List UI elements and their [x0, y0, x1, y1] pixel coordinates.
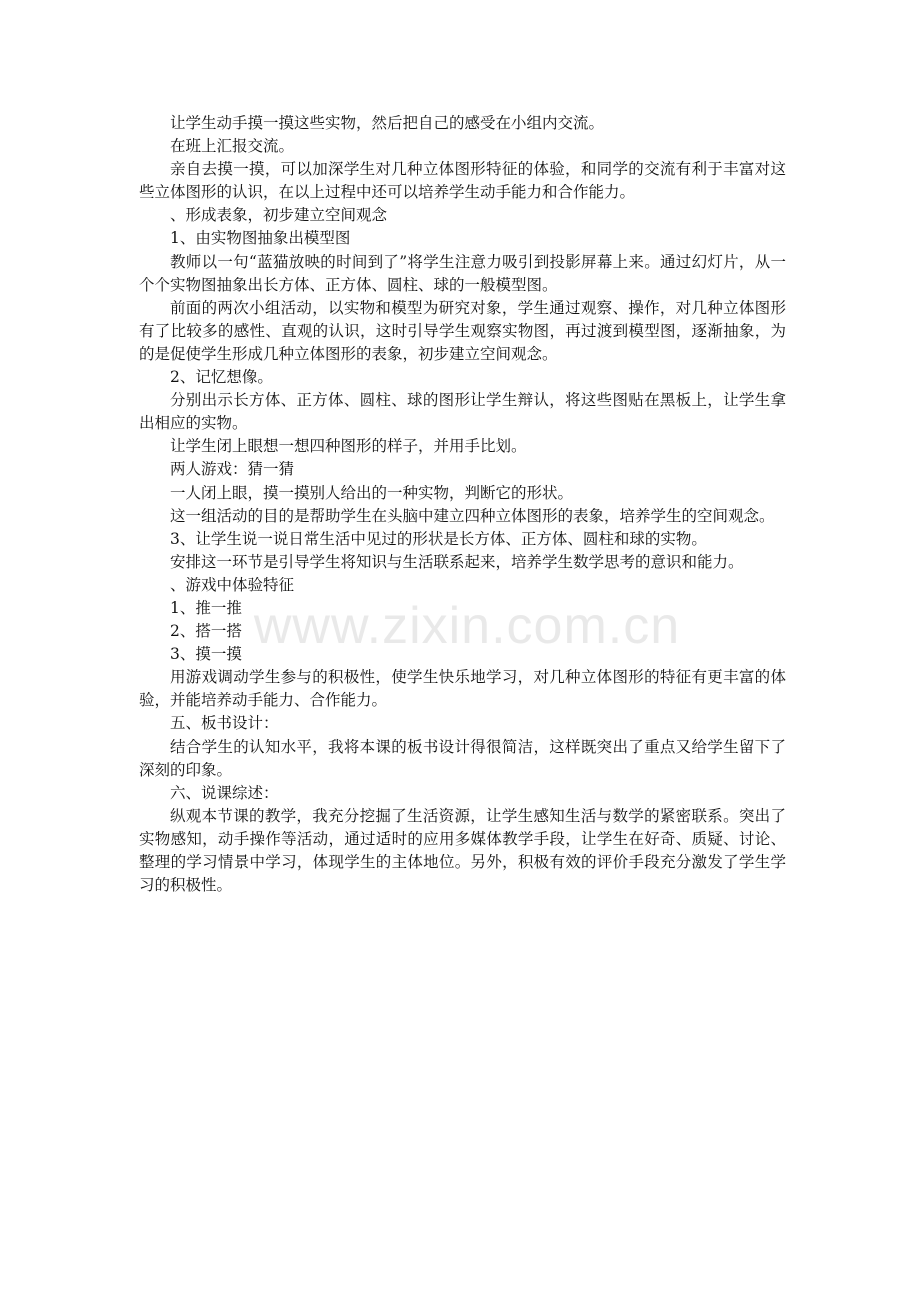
paragraph: 让学生动手摸一摸这些实物，然后把自己的感受在小组内交流。: [170, 114, 605, 132]
section-heading: 六、说课综述：: [170, 783, 279, 802]
section-heading: 五、板书设计：: [170, 714, 279, 733]
paragraph: 一人闭上眼，摸一摸别人给出的一种实物，判断它的形状。: [170, 483, 574, 502]
paragraph: 纵观本节课的教学，我充分挖掘了生活资源，让学生感知生活与数学的紧密联系。突出了实物感知，动手操作等活动，通过适时的应用多媒体教学手段，让学生在好奇、质疑、讨论、整理的学习情景中学习，体现学生的主体地位。另外，积极有效的评价手段充分激发了学生学习的积极性。: [139, 806, 786, 895]
subsection-heading: 1、由实物图抽象出模型图: [170, 229, 351, 248]
list-item: 2、搭一搭: [170, 622, 242, 641]
list-item: 1、推一推: [170, 598, 242, 617]
subsection-heading: 2、记忆想像。: [170, 368, 273, 387]
section-heading: 、形成表象，初步建立空间观念: [170, 206, 388, 225]
paragraph: 在班上汇报交流。: [170, 137, 295, 156]
paragraph: 教师以一句“蓝猫放映的时间到了”将学生注意力吸引到投影屏幕上来。通过幻灯片，从一个个实物图抽象出长方体、正方体、圆柱、球的一般模型图。: [139, 252, 786, 294]
paragraph: 两人游戏：猜一猜: [170, 460, 295, 479]
section-heading: 、游戏中体验特征: [170, 575, 295, 594]
subsection-heading: 3、让学生说一说日常生活中见过的形状是长方体、正方体、圆柱和球的实物。: [170, 529, 707, 548]
paragraph: 结合学生的认知水平，我将本课的板书设计得很简洁，这样既突出了重点又给学生留下了深刻的印象。: [139, 737, 786, 779]
paragraph: 用游戏调动学生参与的积极性，使学生快乐地学习，对几种立体图形的特征有更丰富的体验，并能培养动手能力、合作能力。: [139, 668, 786, 710]
paragraph: 安排这一环节是引导学生将知识与生活联系起来，培养学生数学思考的意识和能力。: [170, 552, 744, 571]
paragraph: 前面的两次小组活动，以实物和模型为研究对象，学生通过观察、操作，对几种立体图形有了比较多的感性、直观的认识，这时引导学生观察实物图，再过渡到模型图，逐渐抽象，为的是促使学生形成几种立体图形的表象，初步建立空间观念。: [139, 298, 786, 363]
watermark: www.zixin.com.cn: [253, 597, 681, 655]
paragraph: 亲自去摸一摸，可以加深学生对几种立体图形特征的体验，和同学的交流有利于丰富对这些立体图形的认识，在以上过程中还可以培养学生动手能力和合作能力。: [139, 160, 786, 202]
list-item: 3、摸一摸: [170, 645, 242, 664]
paragraph: 让学生闭上眼想一想四种图形的样子，并用手比划。: [170, 437, 527, 456]
document-body: [139, 112, 786, 897]
paragraph: 这一组活动的目的是帮助学生在头脑中建立四种立体图形的表象，培养学生的空间观念。: [170, 506, 775, 525]
paragraph: 分别出示长方体、正方体、圆柱、球的图形让学生辩认，将这些图贴在黑板上，让学生拿出相应的实物。: [139, 391, 786, 433]
